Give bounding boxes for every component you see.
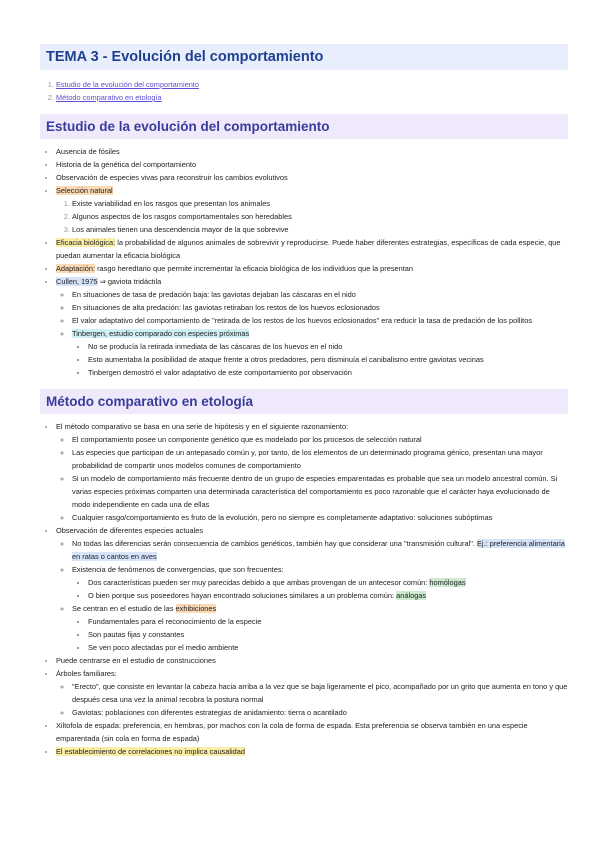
list-item: • Ausencia de fósiles [56, 145, 568, 158]
toc-item [56, 78, 568, 91]
list-item: ▪ O bien porque sus poseedores hayan encontrado soluciones similares a un problema común: análogas [88, 589, 568, 602]
list-item: ▪ Se ven poco afectadas por el medio ambiente [88, 641, 568, 654]
highlight-analogas: análogas [396, 591, 427, 600]
list-item: ◦ El valor adaptativo del comportamiento de "retirada de los restos de los huevos eclosionados" era reducir la tasa de predación de los pollitos [72, 314, 568, 327]
section-2-list [40, 420, 568, 758]
list-item: • Historia de la genética del comportamiento [56, 158, 568, 171]
toc-link-metodo[interactable]: Método comparativo en etología [56, 93, 162, 102]
list-item: • Árboles familiares: ◦ "Erecto", que consiste en levantar la cabeza hacia arriba a la vez que se baja ligeramente el pico, acompañado por un grito que aumenta en tono y que después cesa una vez la animal recobra la postura normal ◦ Gaviotas: poblaciones con diferentes estrategias de anidamiento: tierra o acantilado [56, 667, 568, 719]
list-item: • Adaptación: rasgo heredtario que permite incrementar la eficacia biológica de los individuos que la presentan [56, 262, 568, 275]
highlight-correlaciones: El establecimiento de correlaciones no implica causalidad [56, 747, 245, 756]
list-item: ◦ No todas las diferencias serán consecuencia de cambios genéticos, también hay que considerar una "transmisión cultural". Ej.: preferencia alimentaria en ratas o cantos en aves [72, 537, 568, 563]
list-item [56, 745, 568, 758]
toc-link-estudio[interactable]: Estudio de la evolución del comportamiento [56, 80, 199, 89]
sublist [56, 433, 568, 524]
sublist [72, 615, 568, 654]
section-heading-metodo: Método comparativo en etología [40, 389, 568, 414]
list-item: ▪ Son pautas fijas y constantes [88, 628, 568, 641]
list-item: ◦ Las especies que participan de un antepasado común y, por tanto, de los elementos de un determinado programa génico, presentan una mayor probabilidad de compartir unos modelos comunes de comportamiento [72, 446, 568, 472]
sublist [56, 680, 568, 719]
list-item: ▪ Dos características pueden ser muy parecidas debido a que ambas provengan de un antecesor común: homólogas [88, 576, 568, 589]
highlight-adaptacion: Adaptación: [56, 264, 96, 273]
highlight-ejemplo: Ej.: preferencia alimentaria en ratas o cantos en aves [72, 539, 565, 561]
list-item [56, 184, 568, 236]
list-item: ▪ Tinbergen demostró el valor adaptativo de este comportamiento por observación [88, 366, 568, 379]
highlight-homologas: homólogas [429, 578, 466, 587]
sublist [72, 576, 568, 602]
list-item: ◦ "Erecto", que consiste en levantar la cabeza hacia arriba a la vez que se baja ligeramente el pico, acompañado por un grito que aumenta en tono y que después cesa una vez la animal recobra la postura normal [72, 680, 568, 706]
list-item: • Xiltofola de espada: preferencia, en hembras, por machos con la cola de forma de espada. Esta preferencia se observa también en una especie emparentada (sin cola en forma de espada) [56, 719, 568, 745]
toc-item [56, 91, 568, 104]
list-item: • Observación de especies vivas para reconstruir los cambios evolutivos [56, 171, 568, 184]
highlight-eficacia: Eficacia biológica: [56, 238, 116, 247]
sublist [56, 288, 568, 379]
list-item [72, 327, 568, 379]
list-item: • Eficacia biológica: la probabilidad de algunos animales de sobrevivir y reproducirse. Puede haber diferentes estrategias, específicas de cada especie, que puedan aumentar la eficacia biológica [56, 236, 568, 262]
list-item: • Puede centrarse en el estudio de construcciones [56, 654, 568, 667]
list-item: ◦ Si un modelo de comportamiento más frecuente dentro de un grupo de especies emparentadas es probable que sea un modelo ancestral común. Si varias especies próximas comparten una determinada característica del comportamiento es poco razonable que el carácter haya evolucionado de modo independiente en cada una de ellas [72, 472, 568, 511]
list-item: ◦ Cualquier rasgo/comportamiento es fruto de la evolución, pero no siempre es completamente adaptativo: soluciones subóptimas [72, 511, 568, 524]
sublist [72, 340, 568, 379]
list-item: 1. Existe variabilidad en los rasgos que presentan los animales [72, 197, 568, 210]
list-item: • El método comparativo se basa en una serie de hipótesis y en el siguiente razonamiento: ◦ El comportamiento posee un componente genético que es modelado por los procesos de selección natural ◦ Las especies que participan de un antepasado común y, por tanto, de los elementos de un determinado programa génico, presentan una mayor probabilidad de compartir unos modelos comunes de comportamiento ◦ Si un modelo de comportamiento más frecuente dentro de un grupo de especies emparentadas es probable que sea un modelo ancestral común. Si varias especies próximas comparten una determinada característica del comportamiento es poco razonable que el carácter haya evolucionado de modo independiente en cada una de ellas ◦ Cualquier rasgo/comportamiento es fruto de la evolución, pero no siempre es completamente adaptativo: soluciones subóptimas [56, 420, 568, 524]
list-item: ◦ En situaciones de tasa de predación baja: las gaviotas dejaban las cáscaras en el nido [72, 288, 568, 301]
document-page [40, 44, 568, 758]
highlight-cullen: Cullen, 1975 [56, 277, 98, 286]
list-item: • Cullen, 1975 ⇒ gaviota tridáctila ◦ En situaciones de tasa de predación baja: las gaviotas dejaban las cáscaras en el nido ◦ En situaciones de alta predación: las gaviotas retiraban los restos de los huevos eclosionados ◦ El valor adaptativo del comportamiento de "retirada de los restos de los huevos eclosionados" era reducir la tasa de predación de los pollitos ◦ Tinbergen, estudio comparado con especies próximas ▪ No se producía la retirada inmediata de las cáscaras de los huevos en el nido ▪ Esto aumentaba la posibilidad de ataque frente a otros predadores, pero disminuía el canibalismo entre gaviotas vecinas ▪ Tinbergen demostró el valor adaptativo de este comportamiento por observación [56, 275, 568, 379]
sublist [56, 537, 568, 654]
highlight-tinbergen: Tinbergen, estudio comparado con especies próximas [72, 329, 250, 338]
list-item: ◦ Existencia de fenómenos de convergencias, que son frecuentes: ▪ Dos características pueden ser muy parecidas debido a que ambas provengan de un antecesor común: homólogas ▪ O bien porque sus poseedores hayan encontrado soluciones similares a un problema común: análogas [72, 563, 568, 602]
highlight-seleccion-natural: Selección natural [56, 186, 113, 195]
page-title: TEMA 3 - Evolución del comportamiento [40, 44, 568, 70]
list-item: ◦ El comportamiento posee un componente genético que es modelado por los procesos de selección natural [72, 433, 568, 446]
highlight-exhibiciones: exhibiciones [175, 604, 217, 613]
list-item: ▪ Esto aumentaba la posibilidad de ataque frente a otros predadores, pero disminuía el canibalismo entre gaviotas vecinas [88, 353, 568, 366]
table-of-contents [40, 78, 568, 104]
section-heading-estudio: Estudio de la evolución del comportamiento [40, 114, 568, 139]
list-item: ▪ No se producía la retirada inmediata de las cáscaras de los huevos en el nido [88, 340, 568, 353]
list-item: ◦ En situaciones de alta predación: las gaviotas retiraban los restos de los huevos eclosionados [72, 301, 568, 314]
list-item: ▪ Fundamentales para el reconocimiento de la especie [88, 615, 568, 628]
list-item: ◦ Gaviotas: poblaciones con diferentes estrategias de anidamiento: tierra o acantilado [72, 706, 568, 719]
list-item: 2. Algunos aspectos de los rasgos comportamentales son heredables [72, 210, 568, 223]
numbered-sublist [56, 197, 568, 236]
list-item: 3. Los animales tienen una descendencia mayor de la que sobrevive [72, 223, 568, 236]
section-1-list [40, 145, 568, 379]
list-item: ◦ Se centran en el estudio de las exhibiciones ▪ Fundamentales para el reconocimiento de la especie ▪ Son pautas fijas y constantes ▪ Se ven poco afectadas por el medio ambiente [72, 602, 568, 654]
list-item: • Observación de diferentes especies actuales ◦ No todas las diferencias serán consecuencia de cambios genéticos, también hay que considerar una "transmisión cultural". Ej.: preferencia alimentaria en ratas o cantos en aves ◦ Existencia de fenómenos de convergencias, que son frecuentes: ▪ Dos características pueden ser muy parecidas debido a que ambas provengan de un antecesor común: homólogas ▪ O bien porque sus poseedores hayan encontrado soluciones similares a un problema común: análogas ◦ Se centran en el estudio de las exhibiciones ▪ Fundamentales para el reconocimiento de la especie ▪ Son pautas fijas y constantes ▪ Se ven poco afectadas por el medio ambiente [56, 524, 568, 654]
